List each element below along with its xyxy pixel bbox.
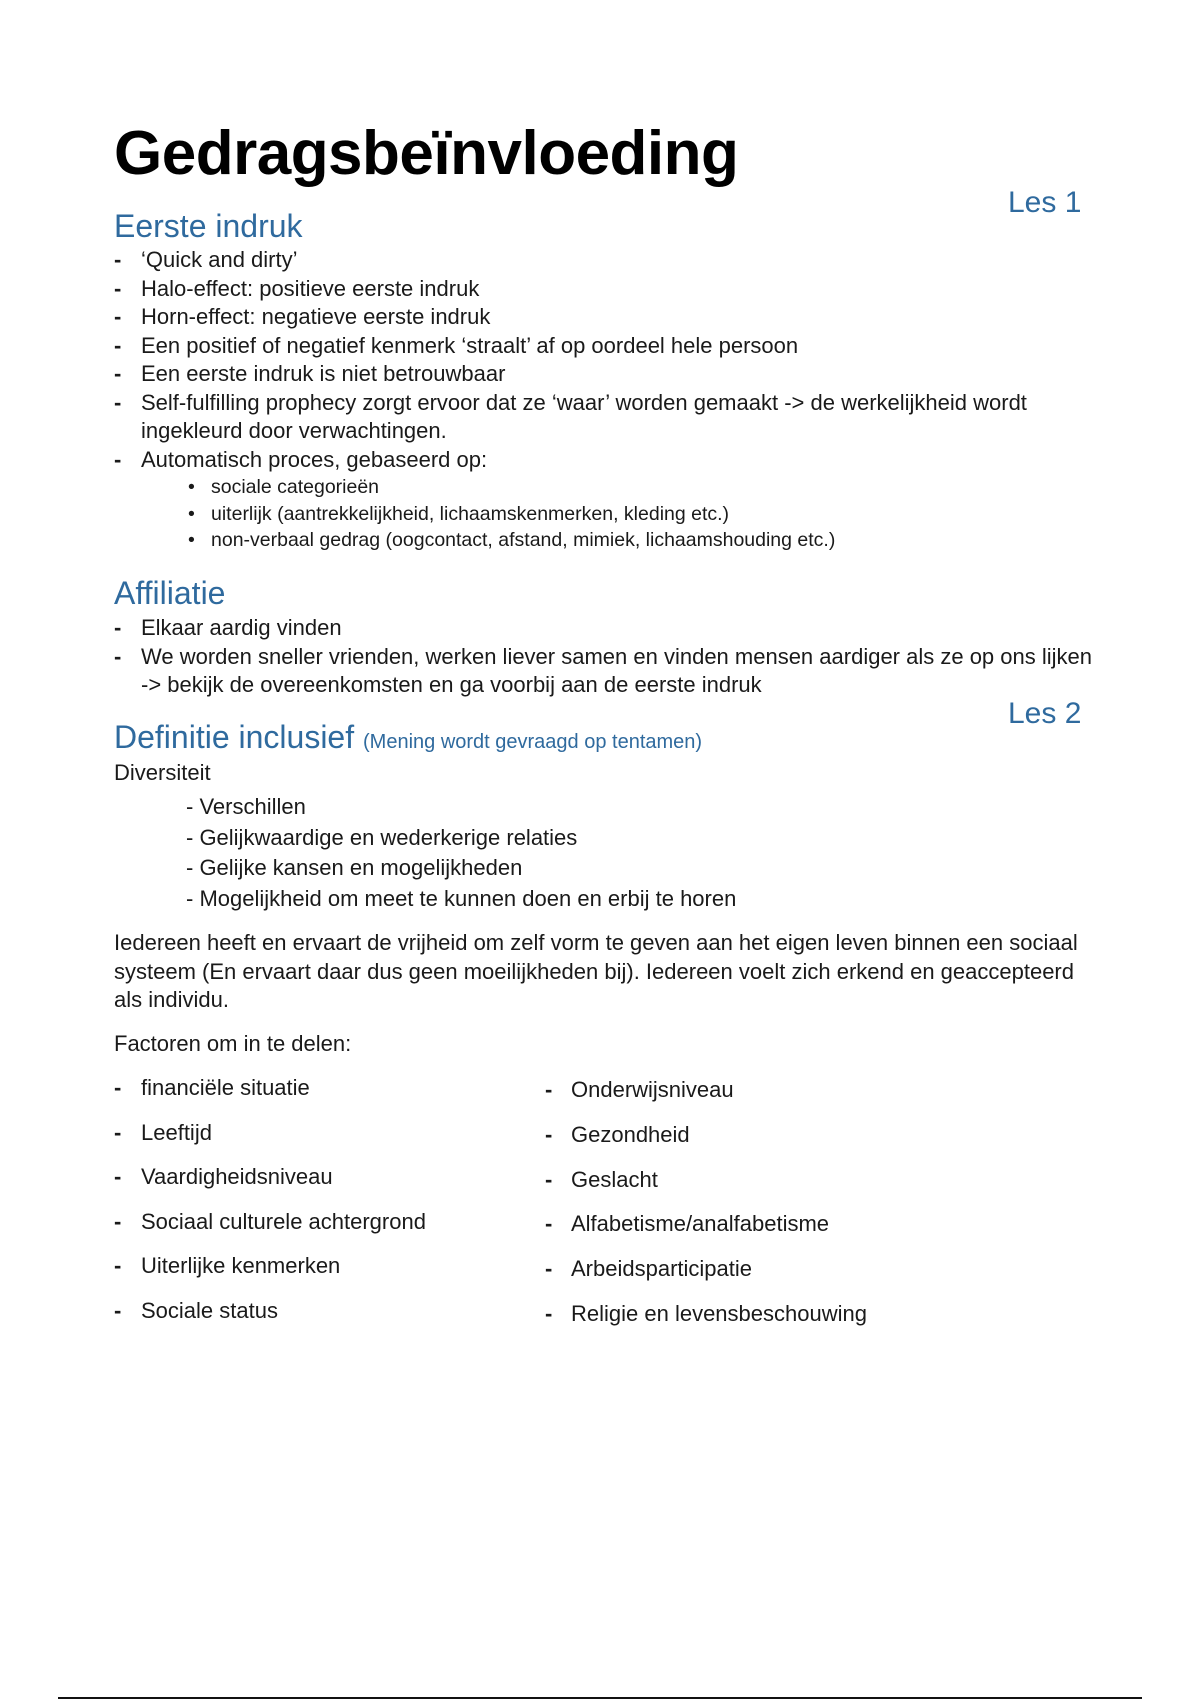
factors-label: Factoren om in te delen: [114, 1031, 352, 1056]
list-item: - Self-fulfilling prophecy zorgt ervoor dat ze ‘waar’ worden gemaakt -> de werkelijkheid wordt ingekleurd door verwachtingen. [114, 389, 1027, 443]
list-item: - Gezondheid [545, 1121, 690, 1147]
list-item: - Gelijke kansen en mogelijkheden [186, 855, 523, 880]
dash-bullet: - [545, 1121, 553, 1147]
dash-bullet: - [545, 1300, 553, 1326]
heading-affiliatie: Affiliatie [114, 575, 226, 611]
dot-bullet: • [188, 476, 195, 498]
dash-bullet: - [114, 247, 122, 272]
list-item: - Sociaal culturele achtergrond [114, 1208, 426, 1234]
subheading-diversiteit: Diversiteit [114, 760, 211, 785]
factors-right-list [545, 1076, 867, 1345]
list-item: - Geslacht [545, 1166, 658, 1192]
dash-bullet: - [114, 1208, 122, 1234]
dash-bullet: - [114, 332, 122, 358]
dash-bullet: - [114, 1297, 122, 1323]
list-item: - ‘Quick and dirty’ [114, 246, 1094, 275]
list-item: - Religie en levensbeschouwing [545, 1300, 867, 1326]
list-item: - Elkaar aardig vinden [114, 614, 1094, 643]
factors-left-list [114, 1074, 426, 1341]
list-item: - financiële situatie [114, 1075, 310, 1100]
sub-list-item: • uiterlijk (aantrekkelijkheid, lichaamskenmerken, kleding etc.) [186, 501, 1094, 528]
dash-bullet: - [114, 1119, 122, 1145]
dot-bullet: • [188, 502, 195, 525]
dot-bullet: • [188, 529, 195, 551]
list-item: - Alfabetisme/analfabetisme [545, 1211, 830, 1237]
list-item: - Leeftijd [114, 1119, 212, 1145]
dash-bullet: - [545, 1166, 553, 1192]
list-item: - Sociale status [114, 1297, 278, 1323]
heading-definitie-inclusief: Definitie inclusief (Mening wordt gevraagd op tentamen) [114, 719, 703, 755]
list-item: - Horn-effect: negatieve eerste indruk [114, 303, 1094, 332]
list-item: - Verschillen [186, 794, 306, 819]
dash-bullet: - [114, 1075, 122, 1100]
list-eerste-indruk [114, 246, 1094, 554]
list-item: - Gelijkwaardige en wederkerige relaties [186, 824, 578, 850]
list-item: - Halo-effect: positieve eerste indruk [114, 275, 1094, 304]
dash-bullet: - [114, 1253, 122, 1278]
list-item: - We worden sneller vrienden, werken liever samen en vinden mensen aardiger als ze op ons lijken -> bekijk de overeenkomsten en ga voorbij aan de eerste indruk [114, 643, 1092, 697]
list-item: - Mogelijkheid om meet te kunnen doen en erbij te horen [186, 885, 737, 911]
heading-eerste-indruk: Eerste indruk [114, 208, 303, 244]
sub-list-item: • non-verbaal gedrag (oogcontact, afstand, mimiek, lichaamshouding etc.) [186, 527, 1094, 554]
list-item: - Uiterlijke kenmerken [114, 1253, 341, 1278]
sub-list-item: • sociale categorieën [186, 474, 1094, 501]
lesson-1-label: Les 1 [1008, 186, 1082, 219]
list-affiliatie [114, 614, 1094, 700]
list-item: - Een eerste indruk is niet betrouwbaar [114, 360, 1094, 389]
dash-bullet: - [114, 389, 122, 415]
list-item: - Een positief of negatief kenmerk ‘straalt’ af op oordeel hele persoon [114, 332, 1094, 361]
dash-bullet: - [114, 643, 122, 669]
dash-bullet: - [114, 446, 122, 472]
dash-bullet: - [114, 1164, 122, 1189]
dash-bullet: - [545, 1077, 553, 1102]
paragraph-inclusief: Iedereen heeft en ervaart de vrijheid om zelf vorm te geven aan het eigen leven binnen een sociaal systeem (En ervaart daar dus geen moeilijkheden bij). Iedereen voelt zich erkend en geaccepteerd als individu. [114, 930, 1078, 1012]
dash-bullet: - [114, 615, 122, 640]
dash-bullet: - [545, 1256, 553, 1282]
page-title: Gedragsbeïnvloeding [114, 119, 739, 188]
dash-bullet: - [114, 275, 122, 301]
lesson-2-label: Les 2 [1008, 697, 1082, 730]
dash-bullet: - [114, 304, 122, 329]
list-item: - Automatisch proces, gebaseerd op: • sociale categorieën • uiterlijk (aantrekkelijkheid, lichaamskenmerken, kleding etc.) • non-verbaal gedrag (oogcontact, afstand, mimiek, lichaamshouding etc.) [114, 446, 1094, 554]
list-item: - Vaardigheidsniveau [114, 1164, 333, 1189]
list-item: - Onderwijsniveau [545, 1077, 734, 1102]
list-item: - Arbeidsparticipatie [545, 1256, 752, 1282]
heading-note: (Mening wordt gevraagd op tentamen) [363, 731, 703, 753]
dash-bullet: - [114, 361, 122, 386]
list-diversiteit [186, 792, 736, 914]
dash-bullet: - [545, 1211, 553, 1237]
sub-list [141, 474, 1094, 554]
footer-divider [58, 1697, 1142, 1699]
